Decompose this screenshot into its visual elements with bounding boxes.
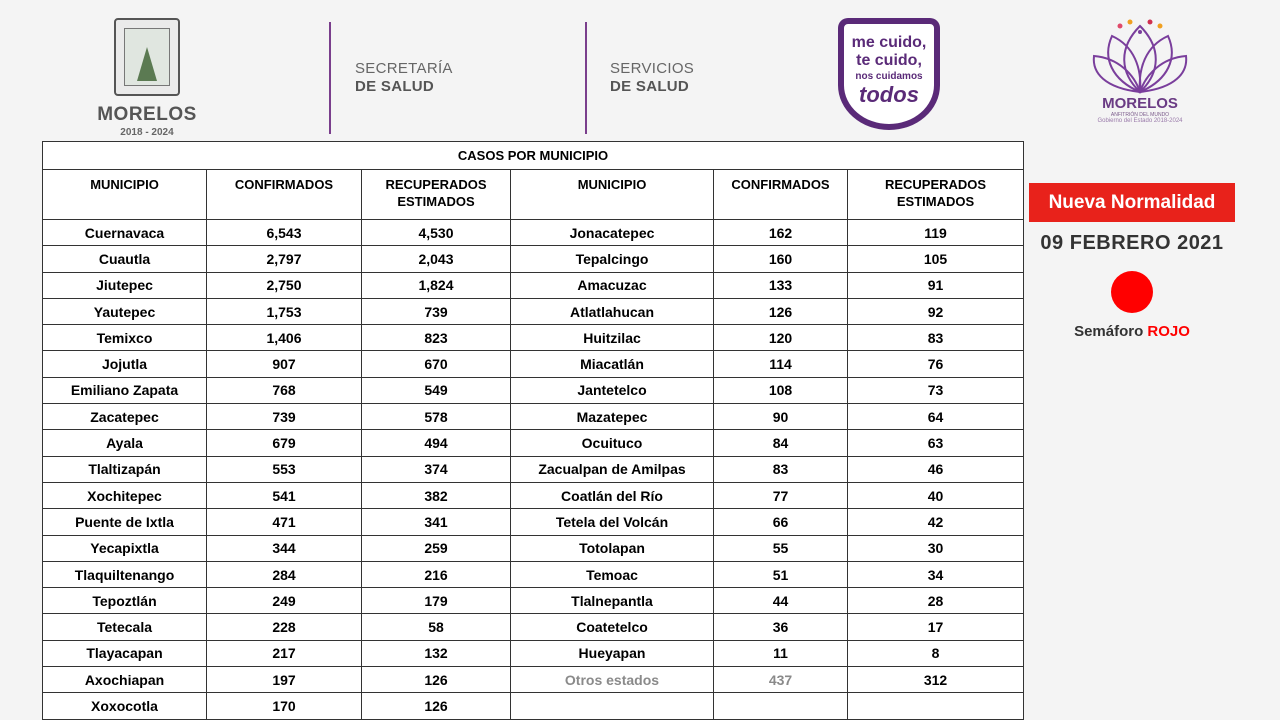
municipio-cell: Huitzilac (511, 325, 714, 351)
confirmados-cell: 2,750 (207, 272, 362, 298)
recuperados-cell: 58 (362, 614, 511, 640)
header (0, 0, 1280, 140)
confirmados-cell: 2,797 (207, 246, 362, 272)
municipio-cell: Jantetelco (511, 377, 714, 403)
recuperados-cell: 216 (362, 561, 511, 587)
semaforo-label: Semáforo (1074, 323, 1144, 340)
recuperados-cell: 259 (362, 535, 511, 561)
recuperados-cell: 63 (848, 430, 1024, 456)
confirmados-cell: 51 (714, 561, 848, 587)
table-row (43, 404, 1024, 430)
municipio-cell: Ayala (43, 430, 207, 456)
recuperados-cell: 30 (848, 535, 1024, 561)
municipio-cell: Atlatlahucan (511, 298, 714, 324)
confirmados-cell: 55 (714, 535, 848, 561)
semaforo-status (1027, 323, 1237, 340)
confirmados-cell: 471 (207, 509, 362, 535)
municipio-cell: Zacualpan de Amilpas (511, 456, 714, 482)
confirmados-cell: 344 (207, 535, 362, 561)
table-row (43, 561, 1024, 587)
recuperados-cell: 64 (848, 404, 1024, 430)
morelos-logo (95, 18, 199, 138)
confirmados-cell: 553 (207, 456, 362, 482)
table-row (43, 693, 1024, 719)
column-header: RECUPERADOS ESTIMADOS (848, 170, 1024, 220)
table-body (43, 220, 1024, 720)
confirmados-cell: 90 (714, 404, 848, 430)
table-row (43, 351, 1024, 377)
confirmados-cell: 437 (714, 667, 848, 693)
confirmados-cell: 120 (714, 325, 848, 351)
municipio-cell: Tepoztlán (43, 588, 207, 614)
recuperados-cell: 494 (362, 430, 511, 456)
municipio-cell: Coatlán del Río (511, 482, 714, 508)
column-header: MUNICIPIO (43, 170, 207, 220)
municipio-cell: Jiutepec (43, 272, 207, 298)
confirmados-cell: 217 (207, 640, 362, 666)
table-row (43, 640, 1024, 666)
municipio-cell: Axochiapan (43, 667, 207, 693)
confirmados-cell: 126 (714, 298, 848, 324)
recuperados-cell: 2,043 (362, 246, 511, 272)
right-logo-name: MORELOS (1102, 95, 1178, 112)
municipio-cell: Cuernavaca (43, 220, 207, 246)
municipio-cell: Tlayacapan (43, 640, 207, 666)
lotus-flower-icon (1090, 18, 1190, 94)
table-header-row (43, 170, 1024, 220)
municipio-cell: Otros estados (511, 667, 714, 693)
municipio-cell: Tlalnepantla (511, 588, 714, 614)
table-row (43, 298, 1024, 324)
table-row (43, 377, 1024, 403)
recuperados-cell: 126 (362, 667, 511, 693)
recuperados-cell: 670 (362, 351, 511, 377)
servicios-de-salud (610, 60, 694, 96)
municipio-cell: Jojutla (43, 351, 207, 377)
confirmados-cell: 170 (207, 693, 362, 719)
semaforo-value: ROJO (1147, 323, 1190, 340)
confirmados-cell: 228 (207, 614, 362, 640)
servicios-line1: SERVICIOS (610, 60, 695, 77)
recuperados-cell: 46 (848, 456, 1024, 482)
recuperados-cell: 1,824 (362, 272, 511, 298)
campaign-line1: me cuido, (851, 34, 927, 51)
municipio-cell: Yautepec (43, 298, 207, 324)
secretaria-de-salud (355, 60, 453, 96)
recuperados-cell: 8 (848, 640, 1024, 666)
confirmados-cell: 284 (207, 561, 362, 587)
recuperados-cell: 73 (848, 377, 1024, 403)
confirmados-cell: 44 (714, 588, 848, 614)
municipio-cell: Ocuituco (511, 430, 714, 456)
secretaria-line2: DE SALUD (355, 78, 435, 95)
recuperados-cell: 83 (848, 325, 1024, 351)
municipio-cell: Zacatepec (43, 404, 207, 430)
confirmados-cell: 84 (714, 430, 848, 456)
confirmados-cell: 541 (207, 482, 362, 508)
secretaria-line1: SECRETARÍA (355, 60, 453, 77)
table-title: CASOS POR MUNICIPIO (43, 142, 1024, 170)
municipio-cell: Tlaquiltenango (43, 561, 207, 587)
recuperados-cell: 4,530 (362, 220, 511, 246)
servicios-line2: DE SALUD (610, 78, 690, 95)
municipio-cell: Emiliano Zapata (43, 377, 207, 403)
confirmados-cell: 907 (207, 351, 362, 377)
nueva-normalidad-badge: Nueva Normalidad (1029, 183, 1235, 222)
table-row (43, 667, 1024, 693)
table-row (43, 482, 1024, 508)
municipio-cell: Miacatlán (511, 351, 714, 377)
municipio-cell (511, 693, 714, 719)
confirmados-cell: 83 (714, 456, 848, 482)
divider (585, 22, 587, 134)
municipio-cell: Puente de Ixtla (43, 509, 207, 535)
confirmados-cell: 249 (207, 588, 362, 614)
column-header: CONFIRMADOS (714, 170, 848, 220)
recuperados-cell: 34 (848, 561, 1024, 587)
confirmados-cell: 162 (714, 220, 848, 246)
campaign-line4: todos (859, 82, 919, 107)
recuperados-cell: 28 (848, 588, 1024, 614)
municipio-cell: Xoxocotla (43, 693, 207, 719)
report-date: 09 FEBRERO 2021 (1040, 232, 1224, 254)
table-row (43, 588, 1024, 614)
municipio-cell: Cuautla (43, 246, 207, 272)
municipio-cell: Amacuzac (511, 272, 714, 298)
recuperados-cell: 132 (362, 640, 511, 666)
municipio-cell: Mazatepec (511, 404, 714, 430)
municipio-cell: Totolapan (511, 535, 714, 561)
table-row (43, 614, 1024, 640)
confirmados-cell: 197 (207, 667, 362, 693)
morelos-anfitrion-logo (1090, 18, 1190, 125)
logo-name: MORELOS (97, 104, 197, 125)
recuperados-cell: 312 (848, 667, 1024, 693)
municipio-cell: Jonacatepec (511, 220, 714, 246)
right-logo-gov: Gobierno del Estado 2018-2024 (1097, 118, 1183, 124)
recuperados-cell: 105 (848, 246, 1024, 272)
logo-years: 2018 - 2024 (120, 127, 174, 138)
column-header: CONFIRMADOS (207, 170, 362, 220)
municipio-cell: Tetecala (43, 614, 207, 640)
traffic-light-dot-icon (1111, 271, 1153, 313)
confirmados-cell: 108 (714, 377, 848, 403)
recuperados-cell: 40 (848, 482, 1024, 508)
confirmados-cell (714, 693, 848, 719)
table-row (43, 430, 1024, 456)
recuperados-cell: 374 (362, 456, 511, 482)
confirmados-cell: 114 (714, 351, 848, 377)
municipio-cell: Tlaltizapán (43, 456, 207, 482)
table-row (43, 535, 1024, 561)
confirmados-cell: 739 (207, 404, 362, 430)
divider (329, 22, 331, 134)
recuperados-cell: 17 (848, 614, 1024, 640)
municipio-cell: Xochitepec (43, 482, 207, 508)
confirmados-cell: 133 (714, 272, 848, 298)
recuperados-cell: 549 (362, 377, 511, 403)
recuperados-cell: 341 (362, 509, 511, 535)
right-logo-sub: ANFITRIÓN DEL MUNDO (1110, 112, 1170, 118)
municipio-cell: Tetela del Volcán (511, 509, 714, 535)
table-row (43, 220, 1024, 246)
recuperados-cell: 823 (362, 325, 511, 351)
confirmados-cell: 11 (714, 640, 848, 666)
status-panel (1027, 183, 1237, 340)
municipio-cell: Yecapixtla (43, 535, 207, 561)
table-row (43, 509, 1024, 535)
municipio-cell: Temoac (511, 561, 714, 587)
confirmados-cell: 768 (207, 377, 362, 403)
recuperados-cell: 42 (848, 509, 1024, 535)
confirmados-cell: 36 (714, 614, 848, 640)
confirmados-cell: 1,753 (207, 298, 362, 324)
municipio-cell: Temixco (43, 325, 207, 351)
column-header: MUNICIPIO (511, 170, 714, 220)
recuperados-cell: 578 (362, 404, 511, 430)
table-row (43, 246, 1024, 272)
campaign-shield-logo (838, 18, 940, 130)
municipio-cell: Tepalcingo (511, 246, 714, 272)
recuperados-cell: 739 (362, 298, 511, 324)
recuperados-cell: 382 (362, 482, 511, 508)
confirmados-cell: 6,543 (207, 220, 362, 246)
campaign-line3: nos cuidamos (855, 71, 923, 82)
confirmados-cell: 77 (714, 482, 848, 508)
state-seal-icon (114, 18, 180, 96)
recuperados-cell: 179 (362, 588, 511, 614)
confirmados-cell: 1,406 (207, 325, 362, 351)
confirmados-cell: 679 (207, 430, 362, 456)
column-header: RECUPERADOS ESTIMADOS (362, 170, 511, 220)
table-row (43, 456, 1024, 482)
confirmados-cell: 66 (714, 509, 848, 535)
table-row (43, 272, 1024, 298)
recuperados-cell: 92 (848, 298, 1024, 324)
recuperados-cell: 76 (848, 351, 1024, 377)
recuperados-cell: 126 (362, 693, 511, 719)
cases-by-municipality-table (42, 141, 1024, 720)
confirmados-cell: 160 (714, 246, 848, 272)
recuperados-cell (848, 693, 1024, 719)
campaign-line2: te cuido, (856, 52, 922, 69)
recuperados-cell: 91 (848, 272, 1024, 298)
municipio-cell: Coatetelco (511, 614, 714, 640)
table-row (43, 325, 1024, 351)
recuperados-cell: 119 (848, 220, 1024, 246)
municipio-cell: Hueyapan (511, 640, 714, 666)
